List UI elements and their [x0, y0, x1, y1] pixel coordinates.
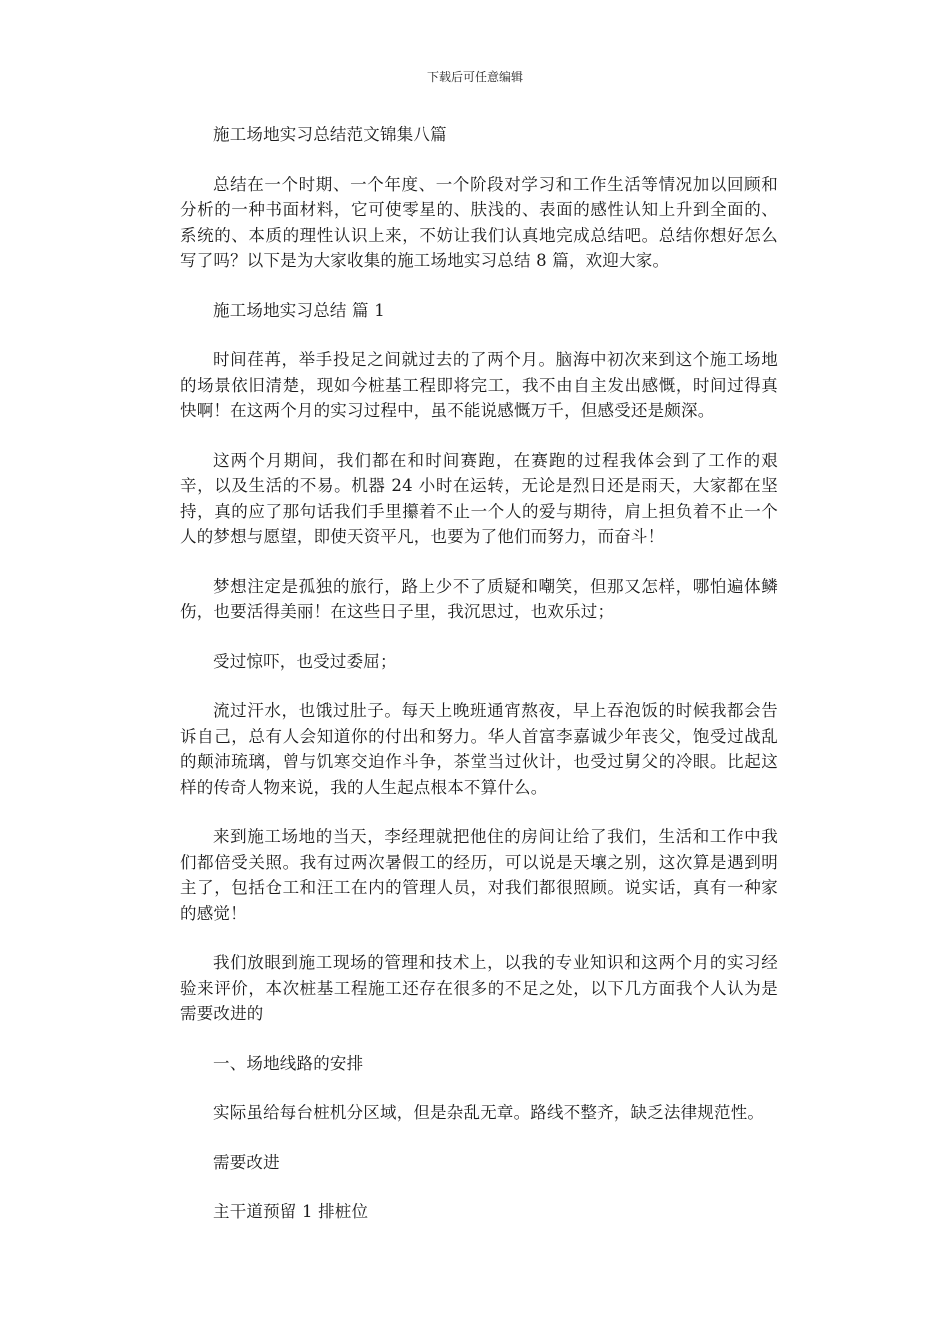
body-paragraph: 这两个月期间，我们都在和时间赛跑，在赛跑的过程我体会到了工作的艰辛，以及生活的不易。机器 24 小时在运转，无论是烈日还是雨天，大家都在坚持，真的应了那句话我们手里攥着不止一个人的爱与期待，肩上担负着不止一个人的梦想与愿望，即使天资平凡，也要为了他们而努力，而奋斗！ — [180, 450, 778, 546]
page-header-note: 下载后可任意编辑 — [426, 70, 523, 84]
body-paragraph: 时间荏苒，举手投足之间就过去的了两个月。脑海中初次来到这个施工场地的场景依旧清楚，现如今桩基工程即将完工，我不由自主发出感慨，时间过得真快啊！在这两个月的实习过程中，虽不能说感慨万千，但感受还是颇深。 — [180, 350, 778, 420]
body-paragraph: 我们放眼到施工现场的管理和技术上，以我的专业知识和这两个月的实习经验来评价，本次桩基工程施工还存在很多的不足之处，以下几方面我个人认为是需要改进的 — [180, 953, 778, 1023]
body-paragraph: 受过惊吓，也受过委屈； — [213, 651, 397, 671]
document-title: 施工场地实习总结范文锦集八篇 — [213, 125, 447, 144]
body-paragraph: 梦想注定是孤独的旅行，路上少不了质疑和嘲笑，但那又怎样，哪怕遍体鳞伤，也要活得美丽！在这些日子里，我沉思过，也欢乐过； — [180, 576, 778, 621]
subheading-site-routes: 一、场地线路的安排 — [213, 1053, 364, 1073]
intro-paragraph: 总结在一个时期、一个年度、一个阶段对学习和工作生活等情况加以回顾和分析的一种书面材料，它可使零星的、肤浅的、表面的感性认知上升到全面的、系统的、本质的理性认识上来，不妨让我们认真地完成总结吧。总结你想好怎么写了吗？以下是为大家收集的施工场地实习总结 8 篇，欢迎大家。 — [180, 174, 778, 270]
body-paragraph: 来到施工场地的当天，李经理就把他住的房间让给了我们，生活和工作中我们都倍受关照。我有过两次暑假工的经历，可以说是天壤之别，这次算是遇到明主了，包括仓工和汪工在内的管理人员，对我们都很照顾。说实话，真有一种家的感觉！ — [180, 827, 778, 923]
document-body — [180, 122, 778, 1249]
body-paragraph: 实际虽给每台桩机分区域，但是杂乱无章。路线不整齐，缺乏法律规范性。 — [213, 1103, 765, 1122]
subheading-needs-improvement: 需要改进 — [213, 1152, 280, 1172]
body-paragraph: 主干道预留 1 排桩位 — [213, 1202, 369, 1221]
body-paragraph: 流过汗水，也饿过肚子。每天上晚班通宵熬夜，早上吞泡饭的时候我都会告诉自己，总有人会知道你的付出和努力。华人首富李嘉诚少年丧父，饱受过战乱的颠沛琉璃，曾与饥寒交迫作斗争，茶堂当过伙计，也受过舅父的冷眼。比起这样的传奇人物来说，我的人生起点根本不算什么。 — [180, 701, 778, 797]
section-heading-part-1: 施工场地实习总结 篇 1 — [213, 300, 385, 320]
